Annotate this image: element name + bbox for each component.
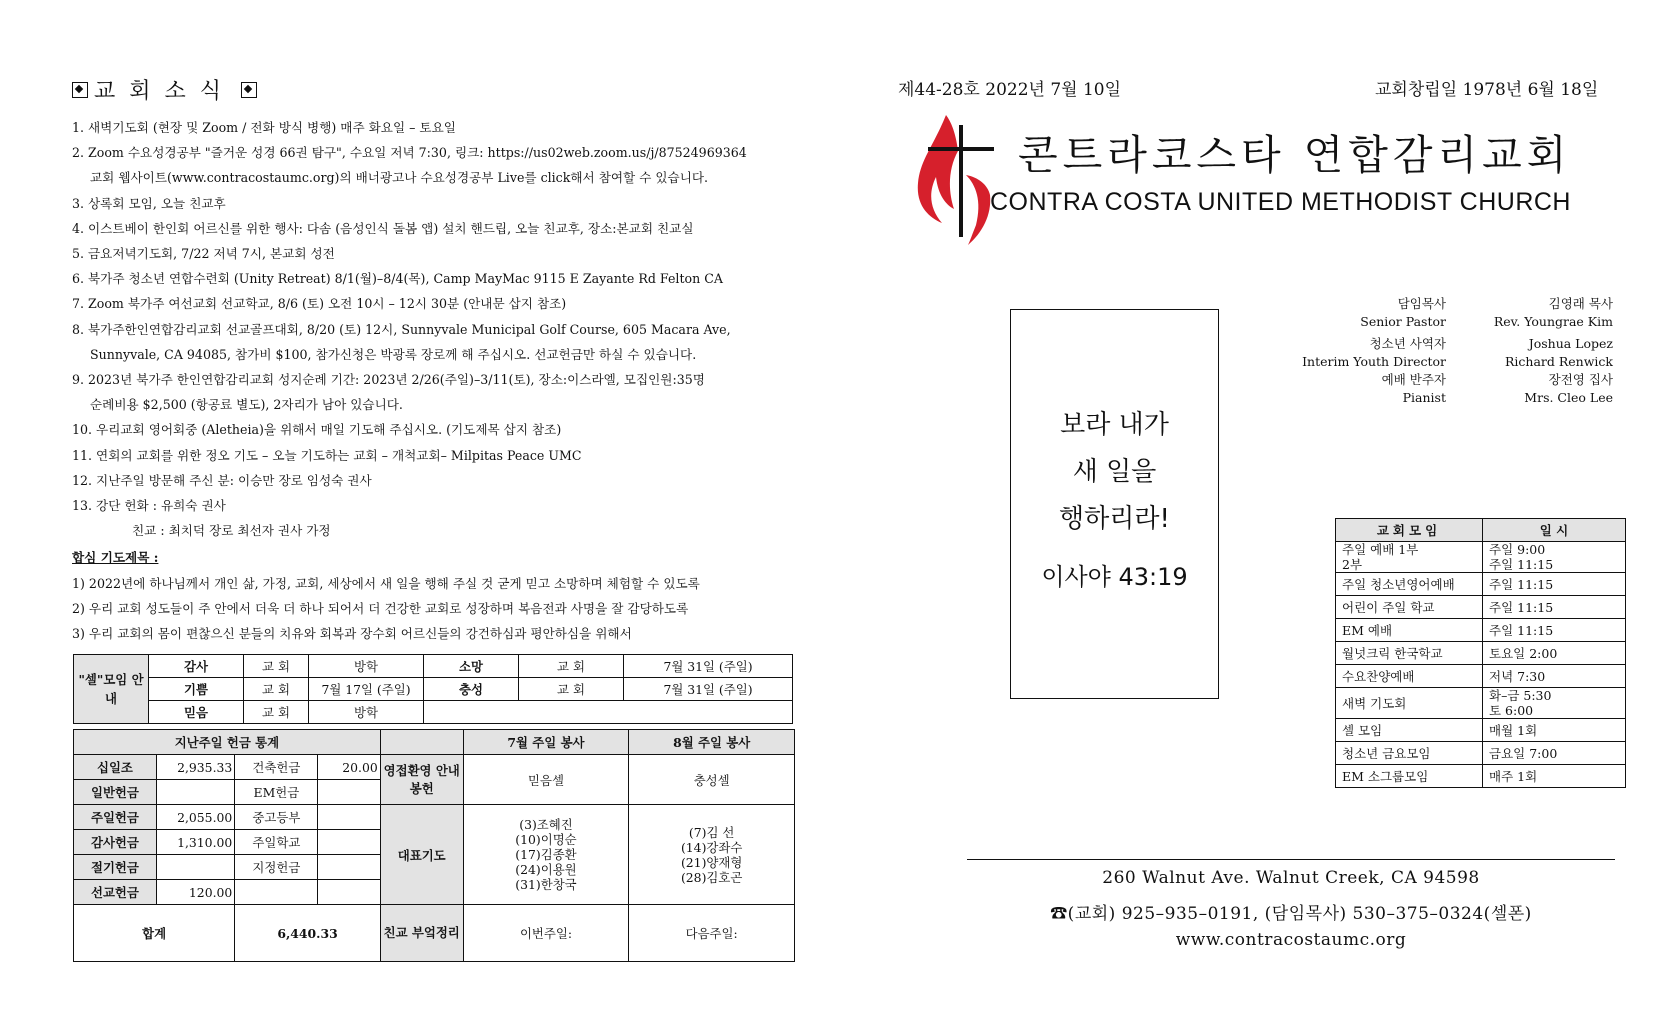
church-name-korean: 콘트라코스타 연합감리교회	[1018, 131, 1572, 179]
schedule-time: 저녁 7:30	[1483, 665, 1626, 688]
prayer-leader-name: (28)김호곤	[680, 869, 743, 885]
phone: ☎(교회) 925–935–0191, (담임목사) 530–375–0324(셀폰)	[1050, 904, 1532, 924]
offering-value	[318, 780, 380, 805]
prayer-leader-label: 대표기도	[380, 805, 463, 905]
cell-table-label: "셀"모임 안내	[74, 655, 149, 724]
prayer-title: 합심 기도제목 :	[72, 550, 159, 566]
schedule-row	[1336, 619, 1626, 642]
youth-name-1: Joshua Lopez	[1528, 336, 1613, 351]
offering-title: 지난주일 헌금 통계	[74, 730, 381, 755]
schedule-row	[1336, 642, 1626, 665]
news-item: 12. 지난주일 방문해 주신 분: 이승만 장로 임성숙 권사	[72, 472, 372, 488]
pastor-name-ko: 김영래 목사	[1548, 296, 1613, 311]
cell-date: 7월 31일 (주일)	[624, 678, 793, 701]
schedule-row	[1336, 688, 1626, 719]
offering-label: EM헌금	[235, 780, 318, 805]
offering-value: 2,935.33	[156, 755, 234, 780]
verse-line: 행하리라!	[1059, 504, 1170, 534]
offering-label: 선교헌금	[74, 880, 157, 905]
address: 260 Walnut Ave. Walnut Creek, CA 94598	[1102, 868, 1480, 888]
offering-label: 일반헌금	[74, 780, 157, 805]
schedule-time: 주일 9:00 주일 11:15	[1483, 542, 1626, 573]
schedule-row	[1336, 719, 1626, 742]
news-item: 1. 새벽기도회 (현장 및 Zoom / 전화 방식 병행) 매주 화요일 – 토요일	[72, 120, 456, 135]
offering-label: 건축헌금	[235, 755, 318, 780]
offering-label: 절기헌금	[74, 855, 157, 880]
prayer-july-list	[463, 805, 629, 905]
offering-label: 십일조	[74, 755, 157, 780]
prayer-leader-name: (7)김 선	[688, 824, 735, 840]
prayer-leader-name: (10)이명순	[515, 832, 577, 847]
website-link[interactable]: www.contracostaumc.org	[1175, 930, 1407, 950]
schedule-event: 월넛크릭 한국학교	[1336, 642, 1483, 665]
verse-reference: 이사야 43:19	[1041, 563, 1188, 591]
schedule-row	[1336, 742, 1626, 765]
cell-date: 7월 31일 (주일)	[624, 655, 793, 678]
meeting-schedule-table	[1335, 518, 1626, 788]
news-item: 10. 우리교회 영어회중 (Aletheia)을 위해서 매일 기도해 주십시오. (기도제목 삽지 참조)	[72, 422, 562, 438]
prayer-leader-name: (31)한창국	[515, 877, 577, 892]
offering-value	[318, 880, 380, 905]
schedule-time: 주일 11:15	[1483, 573, 1626, 596]
pastor-title-en: Senior Pastor	[1360, 314, 1446, 329]
prayer-leader-name: (24)이용원	[515, 862, 577, 877]
schedule-event: 새벽 기도회	[1336, 688, 1483, 719]
cell-meeting-table	[73, 654, 793, 724]
news-title-text: 교회소식	[94, 79, 236, 104]
youth-name-2: Richard Renwick	[1505, 354, 1613, 369]
pastor-name-en: Rev. Youngrae Kim	[1493, 314, 1613, 329]
cell-date: 방학	[309, 701, 424, 724]
issue-date: 제44-28호 2022년 7월 10일	[898, 80, 1122, 100]
schedule-row	[1336, 596, 1626, 619]
pianist-title-ko: 예배 반주자	[1381, 372, 1446, 387]
aug-service-title: 8월 주일 봉사	[629, 730, 795, 755]
news-item: 4. 이스트베이 한인회 어르신를 위한 행사: 다솜 (음성인식 돌봄 앱) 설치 핸드립, 오늘 친교후, 장소:본교회 친교실	[72, 220, 694, 236]
offering-label: 주일헌금	[74, 805, 157, 830]
offering-value	[318, 855, 380, 880]
cell-group: 교 회	[244, 655, 309, 678]
schedule-time: 매월 1회	[1483, 719, 1626, 742]
schedule-row	[1336, 765, 1626, 788]
offering-value: 120.00	[156, 880, 234, 905]
verse-box	[1010, 309, 1219, 699]
schedule-row	[1336, 573, 1626, 596]
news-section-title	[72, 74, 794, 105]
offering-label: 중고등부	[235, 805, 318, 830]
schedule-row	[1336, 542, 1626, 573]
schedule-event: 주일 청소년영어예배	[1336, 573, 1483, 596]
prayer-aug-list	[629, 805, 795, 905]
cell-group: 교 회	[519, 655, 624, 678]
church-name-english: CONTRA COSTA UNITED METHODIST CHURCH	[990, 188, 1571, 216]
prayer-leader-name: (3)조혜진	[519, 817, 573, 832]
offering-value: 20.00	[318, 755, 380, 780]
youth-title-en: Interim Youth Director	[1302, 354, 1446, 369]
schedule-time: 화–금 5:30 토 6:00	[1483, 688, 1626, 719]
schedule-event: 수요찬양예배	[1336, 665, 1483, 688]
total-value: 6,440.33	[235, 905, 380, 962]
offering-value	[318, 805, 380, 830]
news-item: 순례비용 $2,500 (항공료 별도), 2자리가 남아 있습니다.	[90, 397, 403, 413]
schedule-row	[1336, 665, 1626, 688]
news-item: 11. 연회의 교회를 위한 정오 기도 – 오늘 기도하는 교회 – 개척교회– Milpitas Peace UMC	[72, 447, 582, 463]
cell-name: 소망	[424, 655, 519, 678]
staff-names	[1494, 295, 1613, 407]
diamond-icon	[241, 82, 257, 98]
news-item: 3. 상록회 모임, 오늘 친교후	[72, 195, 226, 211]
july-service-title: 7월 주일 봉사	[463, 730, 629, 755]
schedule-time: 주일 11:15	[1483, 596, 1626, 619]
news-item: 8. 북가주한인연합감리교회 선교골프대회, 8/20 (토) 12시, Sunnyvale Municipal Golf Course, 605 Macara Ave,	[72, 321, 731, 337]
prayer-item: 1) 2022년에 하나님께서 개인 삶, 가정, 교회, 세상에서 새 일을 행해 주실 것 굳게 믿고 소망하며 체험할 수 있도록	[72, 575, 700, 591]
offering-value	[318, 830, 380, 855]
schedule-event: 주일 예배 1부 2부	[1336, 542, 1483, 573]
schedule-event: 어린이 주일 학교	[1336, 596, 1483, 619]
offering-table	[73, 729, 795, 962]
schedule-head-event: 교회모임	[1336, 519, 1483, 542]
offering-value: 1,310.00	[156, 830, 234, 855]
news-item: 2. Zoom 수요성경공부 "즐거운 성경 66권 탐구", 수요일 저녁 7:30, 링크: https://us02web.zoom.us/j/87524969364	[72, 145, 747, 161]
founded-date: 교회창립일 1978년 6월 18일	[1375, 80, 1599, 100]
cell-group: 교 회	[244, 701, 309, 724]
offering-value: 2,055.00	[156, 805, 234, 830]
cross-and-flame-logo-icon	[906, 105, 1006, 245]
prayer-list	[72, 571, 794, 647]
prayer-item: 3) 우리 교회의 몸이 편찮으신 분들의 치유와 회복과 장수회 어르신들의 강건하심과 평안하심을 위해서	[72, 626, 632, 642]
verse-line: 보라 내가	[1060, 410, 1169, 440]
cell-group: 교 회	[244, 678, 309, 701]
schedule-event: EM 소그룹모임	[1336, 765, 1483, 788]
pianist-title-en: Pianist	[1402, 390, 1446, 405]
fellowship-label: 친교 부엌정리	[380, 905, 463, 962]
schedule-event: 청소년 금요모임	[1336, 742, 1483, 765]
news-list	[72, 115, 794, 543]
church-news-section	[72, 74, 794, 646]
greeter-label: 영접환영 안내봉헌	[380, 755, 463, 805]
fellowship-this-week: 이번주일:	[463, 905, 629, 962]
youth-title-ko: 청소년 사역자	[1369, 336, 1446, 351]
prayer-leader-name: (14)강좌수	[680, 839, 743, 855]
offering-value	[156, 855, 234, 880]
schedule-head-time: 일 시	[1483, 519, 1626, 542]
offering-label: 주일학교	[235, 830, 318, 855]
news-item: 9. 2023년 북가주 한인연합감리교회 성지순례 기간: 2023년 2/26(주일)–3/11(토), 장소:이스라엘, 모집인원:35명	[72, 372, 705, 388]
footer-divider	[967, 859, 1615, 860]
prayer-leader-name: (21)양재형	[680, 854, 743, 870]
verse-line: 새 일을	[1072, 457, 1157, 487]
news-item: Sunnyvale, CA 94085, 참가비 $100, 참가신청은 박광록 장로께 해 주십시오. 선교헌금만 하실 수 있습니다.	[90, 346, 697, 362]
news-item: 13. 강단 헌화 : 유희숙 권사	[72, 498, 226, 514]
schedule-event: 셀 모임	[1336, 719, 1483, 742]
fellowship-next-week: 다음주일:	[629, 905, 795, 962]
cell-name: 기쁨	[149, 678, 244, 701]
offering-label	[235, 880, 318, 905]
cell-date: 방학	[309, 655, 424, 678]
pianist-name-en: Mrs. Cleo Lee	[1524, 390, 1613, 405]
staff-titles	[1302, 295, 1446, 407]
news-item: 교회 웹사이트(www.contracostaumc.org)의 배너광고나 수요성경공부 Live를 click해서 참여할 수 있습니다.	[90, 170, 709, 186]
greeter-aug: 충성셀	[629, 755, 795, 805]
offering-label: 감사헌금	[74, 830, 157, 855]
schedule-time: 금요일 7:00	[1483, 742, 1626, 765]
pianist-name-ko: 장전영 집사	[1548, 372, 1613, 387]
prayer-leader-name: (17)김종환	[515, 847, 577, 862]
news-item: 7. Zoom 북가주 여선교회 선교학교, 8/6 (토) 오전 10시 – 12시 30분 (안내문 삽지 참조)	[72, 296, 567, 312]
news-item: 6. 북가주 청소년 연합수련회 (Unity Retreat) 8/1(월)–8/4(목), Camp MayMac 9115 E Zayante Rd Felton CA	[72, 271, 723, 287]
diamond-icon	[72, 82, 88, 98]
cell-name: 충성	[424, 678, 519, 701]
schedule-time: 주일 11:15	[1483, 619, 1626, 642]
cell-group: 교 회	[519, 678, 624, 701]
news-item: 5. 금요저녁기도회, 7/22 저녁 7시, 본교회 성전	[72, 246, 335, 262]
news-item: 친교 : 최치덕 장로 최선자 권사 가정	[132, 523, 331, 539]
cell-name: 믿음	[149, 701, 244, 724]
cell-date: 7월 17일 (주일)	[309, 678, 424, 701]
cell-name: 감사	[149, 655, 244, 678]
schedule-time: 토요일 2:00	[1483, 642, 1626, 665]
prayer-item: 2) 우리 교회 성도들이 주 안에서 더욱 더 하나 되어서 더 건강한 교회로 성장하며 복음전과 사명을 잘 감당하도록	[72, 600, 689, 616]
total-label: 합계	[74, 905, 235, 962]
offering-value	[156, 780, 234, 805]
offering-label: 지정헌금	[235, 855, 318, 880]
greeter-july: 믿음셀	[463, 755, 629, 805]
schedule-event: EM 예배	[1336, 619, 1483, 642]
pastor-title-ko: 담임목사	[1397, 296, 1446, 311]
schedule-time: 매주 1회	[1483, 765, 1626, 788]
